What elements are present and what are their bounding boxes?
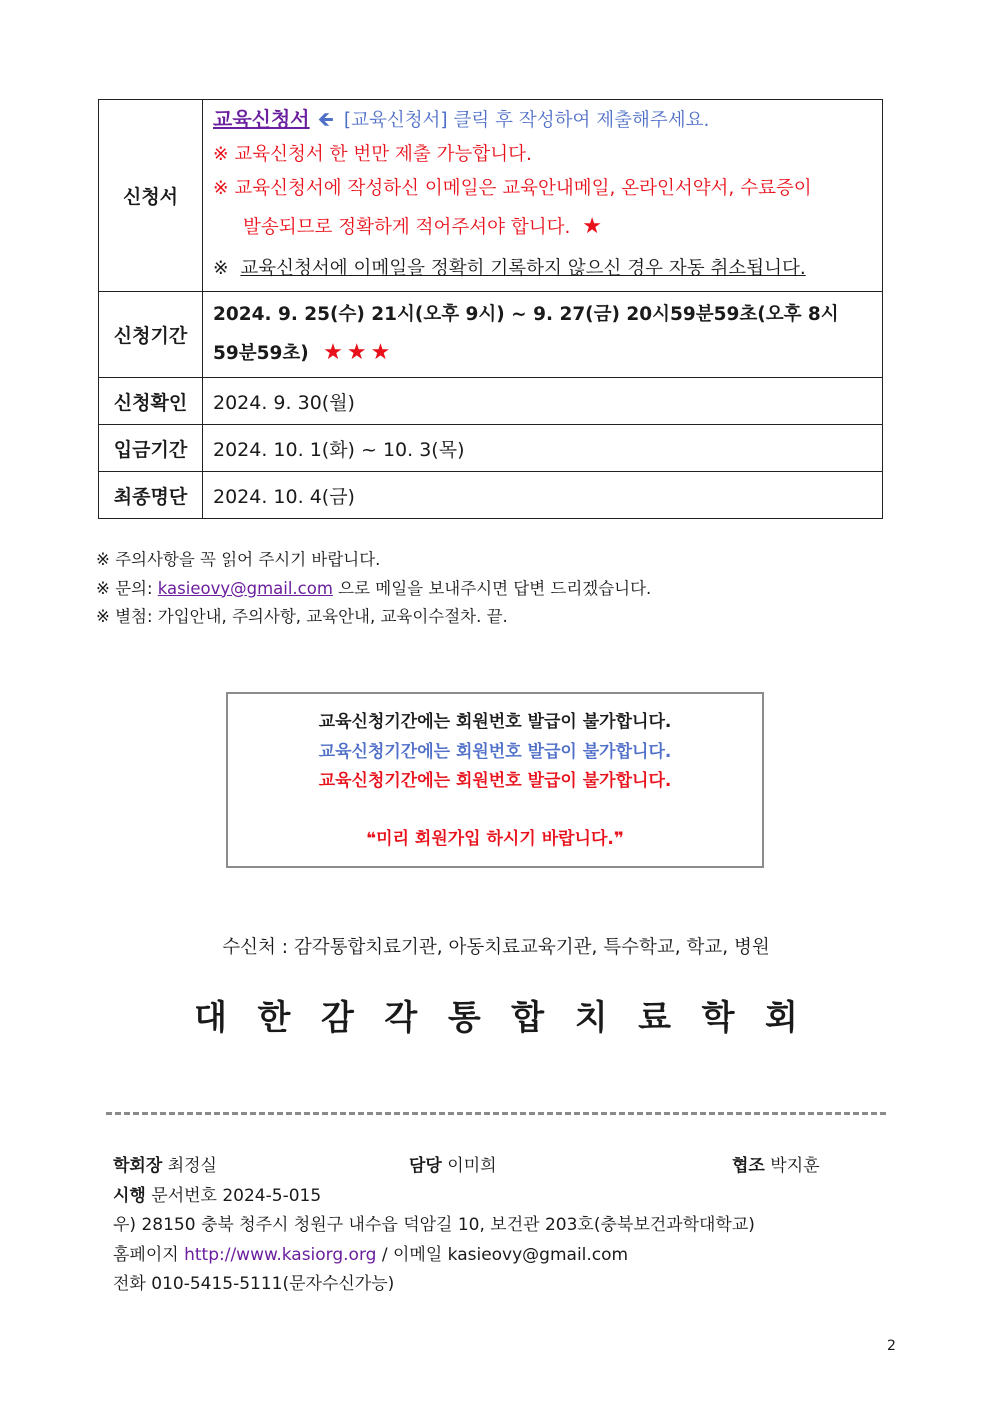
homepage-link[interactable]: http://www.kasiorg.org (184, 1244, 377, 1265)
payment-period: 2024. 10. 1(화) ~ 10. 3(목) (203, 425, 883, 472)
period-line-1: 2024. 9. 25(수) 21시(오후 9시) ~ 9. 27(금) 20시59분59초(오후 8시 (213, 304, 839, 325)
confirmation-date: 2024. 9. 30(월) (203, 378, 883, 425)
notice-closing (228, 825, 762, 855)
notice-line-black: 교육신청기간에는 회원번호 발급이 불가합니다. (318, 712, 672, 732)
note-email-usage: ※ 교육신청서에 작성하신 이메일은 교육안내메일, 온라인서약서, 수료증이 (213, 178, 812, 199)
left-arrow-icon: 🡸 (317, 107, 334, 131)
notice-line-blue: 교육신청기간에는 회원번호 발급이 불가합니다. (318, 741, 672, 762)
form-instruction: [교육신청서] 클릭 후 작성하여 제출해주세요. (343, 110, 710, 131)
inquiry-email-link[interactable]: kasieovy@gmail.com (157, 578, 333, 598)
homepage-label: 홈페이지 (113, 1244, 185, 1265)
president-name: 최정실 (167, 1156, 217, 1176)
note-mark: ※ (213, 258, 229, 279)
row-label-payment-period: 입금기간 (99, 425, 203, 472)
address: 우) 28150 충북 청주시 청원구 내수읍 덕암길 10, 보건관 203호(충북보건과학대학교) (113, 1215, 755, 1235)
enforce-label: 시행 (113, 1185, 146, 1206)
table-row (99, 472, 883, 519)
footer-email: / 이메일 kasieovy@gmail.com (376, 1244, 629, 1265)
manager-name: 이미희 (447, 1156, 497, 1176)
coop-name: 박지훈 (770, 1156, 820, 1176)
president-label: 학회장 (113, 1156, 163, 1176)
document-number: 문서번호 2024-5-015 (151, 1185, 322, 1206)
table-row (99, 292, 883, 378)
phone: 전화 010-5415-5111(문자수신가능) (113, 1274, 395, 1294)
inquiry-suffix: 으로 메일을 보내주시면 답변 드리겠습니다. (332, 578, 652, 598)
row-label-confirmation: 신청확인 (99, 378, 203, 425)
three-stars-icon: ★★★ (323, 340, 395, 365)
period-line-2: 59분59초) (213, 343, 309, 364)
application-form-link[interactable]: 교육신청서 (213, 107, 310, 131)
quote-close-icon: ❞ (613, 828, 624, 849)
inquiry-prefix: ※ 문의: (96, 578, 158, 598)
row-label-application-period: 신청기간 (99, 292, 203, 378)
page-number: 2 (887, 1338, 896, 1354)
coop-label: 협조 (732, 1156, 765, 1176)
note-submit-once: ※ 교육신청서 한 번만 제출 가능합니다. (213, 144, 532, 165)
application-info-table (98, 99, 883, 519)
table-row (99, 378, 883, 425)
notice-closing-text: 미리 회원가입 하시기 바랍니다. (376, 828, 614, 849)
membership-notice-box (226, 692, 764, 868)
note-read-caution: ※ 주의사항을 꼭 읽어 주시기 바랍니다. (96, 550, 381, 569)
note-attachments: ※ 별첨: 가입안내, 주의사항, 교육안내, 교육이수절차. 끝. (96, 607, 508, 626)
footer (113, 1152, 820, 1300)
dashed-divider (106, 1112, 886, 1115)
table-row (99, 425, 883, 472)
quote-open-icon: ❝ (366, 828, 377, 849)
note-email-usage-cont: 발송되므로 정확하게 적어주셔야 합니다. (243, 217, 571, 238)
notes-section (96, 546, 651, 632)
notice-line-red: 교육신청기간에는 회원번호 발급이 불가합니다. (318, 771, 672, 791)
star-icon: ★ (582, 214, 602, 239)
application-form-cell (203, 100, 883, 292)
row-label-application-form: 신청서 (99, 100, 203, 292)
society-name: 대한감각통합치료학회 (194, 998, 829, 1038)
row-label-final-list: 최종명단 (99, 472, 203, 519)
recipients: 수신처 : 감각통합치료기관, 아동치료교육기관, 특수학교, 학교, 병원 (222, 937, 770, 958)
table-row (99, 100, 883, 292)
final-list-date: 2024. 10. 4(금) (203, 472, 883, 519)
application-period-cell (203, 292, 883, 378)
note-auto-cancel: 교육신청서에 이메일을 정확히 기록하지 않으신 경우 자동 취소됩니다. (240, 258, 806, 279)
manager-label: 담당 (409, 1156, 442, 1176)
